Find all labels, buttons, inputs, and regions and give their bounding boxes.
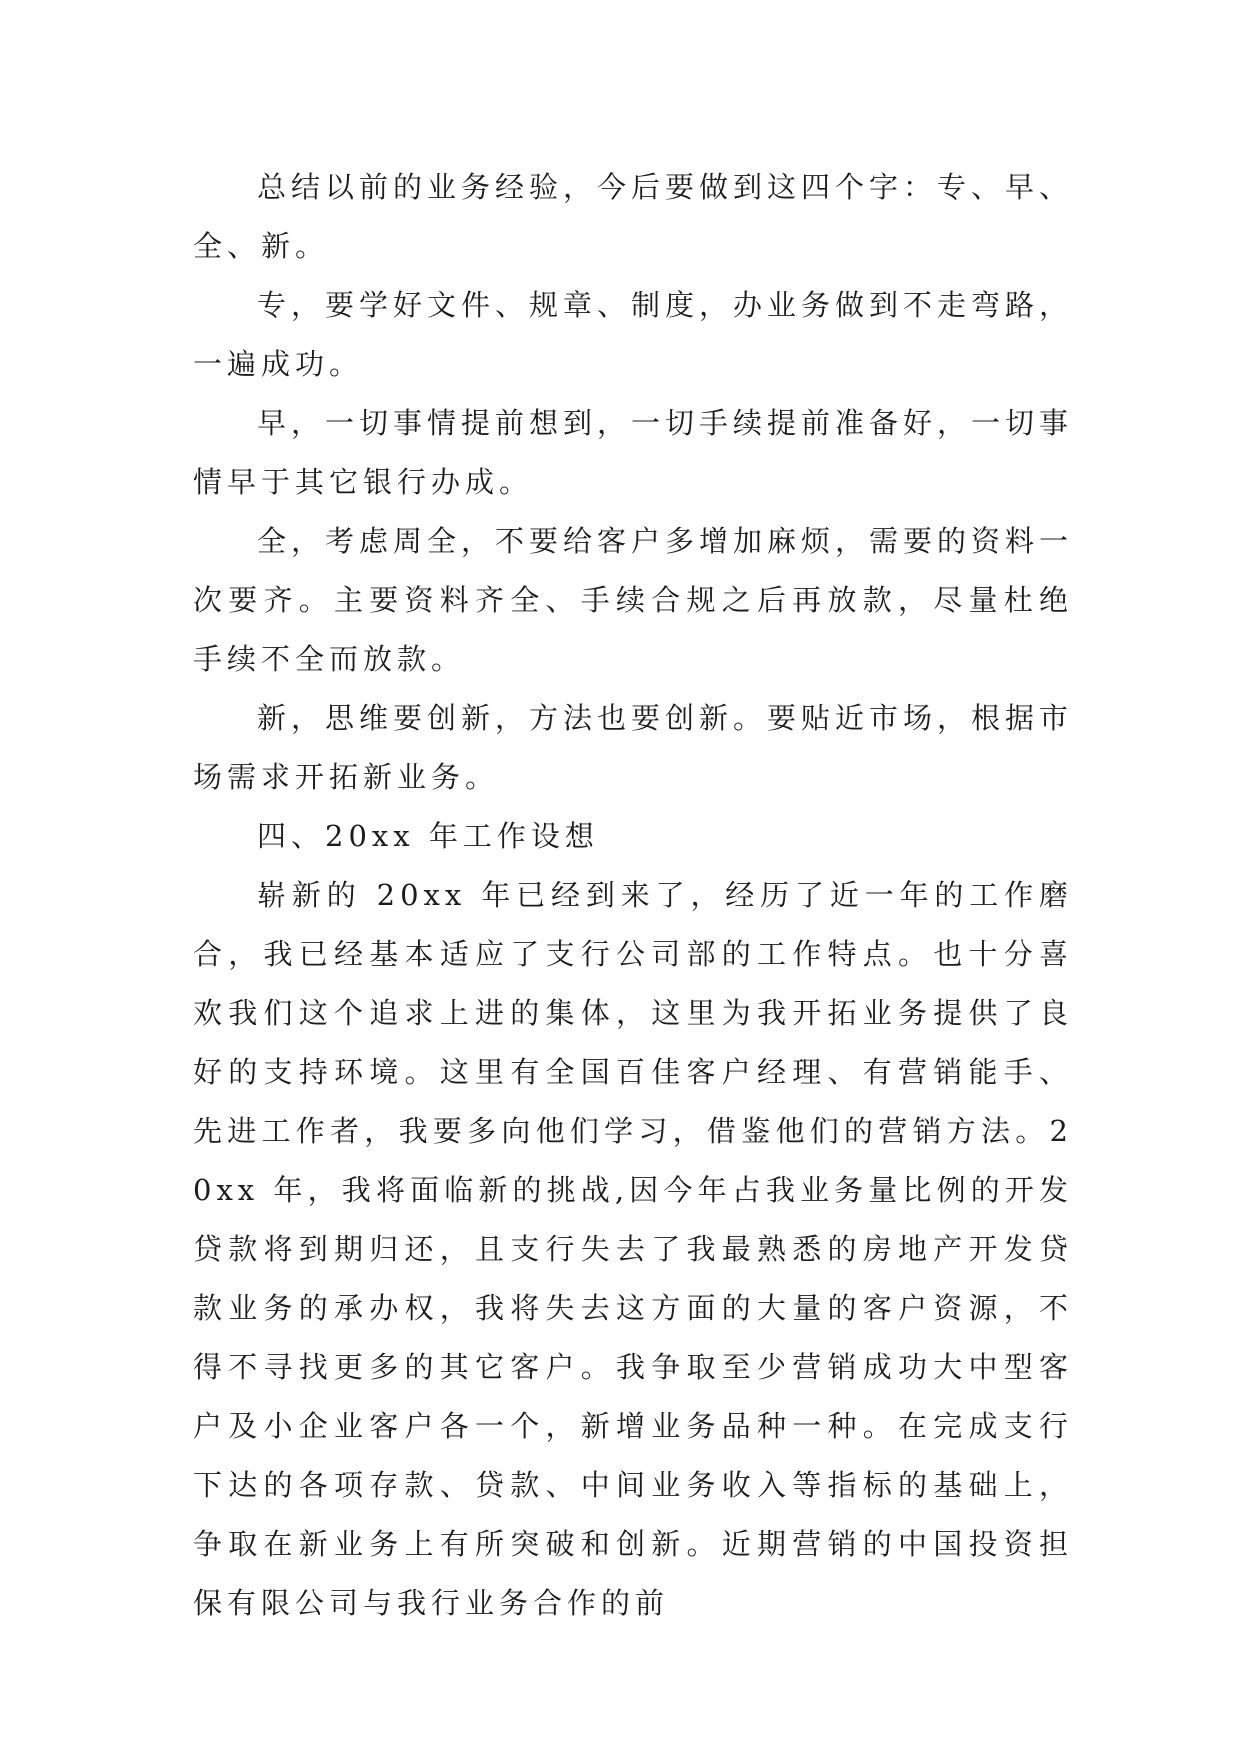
paragraph-zhuan: 专，要学好文件、规章、制度，办业务做到不走弯路，一遍成功。 xyxy=(193,288,1074,381)
paragraph-work-plan: 崭新的 20xx 年已经到来了，经历了近一年的工作磨合，我已经基本适应了支行公司部的工作特点。也十分喜欢我们这个追求上进的集体，这里为我开拓业务提供了良好的支持环境。这里有全国百佳客户经理、有营销能手、先进工作者，我要多向他们学习，借鉴他们的营销方法。20xx 年，我将面临新的挑战,因今年占我业务量比例的开发贷款将到期归还，且支行失去了我最熟悉的房地产开发贷款业务的承办权，我将失去这方面的大量的客户资源，不得不寻找更多的其它客户。我争取至少营销成功大中型客户及小企业客户各一个，新增业务品种一种。在完成支行下达的各项存款、贷款、中间业务收入等指标的基础上，争取在新业务上有所突破和创新。近期营销的中国投资担保有限公司与我行业务合作的前 xyxy=(193,878,1073,1620)
section-heading: 四、20xx 年工作设想 xyxy=(257,819,599,853)
paragraph-xin: 新，思维要创新，方法也要创新。要贴近市场，根据市场需求开拓新业务。 xyxy=(193,701,1074,794)
paragraph-zao: 早，一切事情提前想到，一切手续提前准备好，一切事情早于其它银行办成。 xyxy=(193,406,1074,499)
paragraph-quan: 全，考虑周全，不要给客户多增加麻烦，需要的资料一次要齐。主要资料齐全、手续合规之后再放款，尽量杜绝手续不全而放款。 xyxy=(193,524,1074,676)
paragraph-summary: 总结以前的业务经验，今后要做到这四个字：专、早、全、新。 xyxy=(193,170,1074,263)
document-body xyxy=(193,158,1073,1633)
